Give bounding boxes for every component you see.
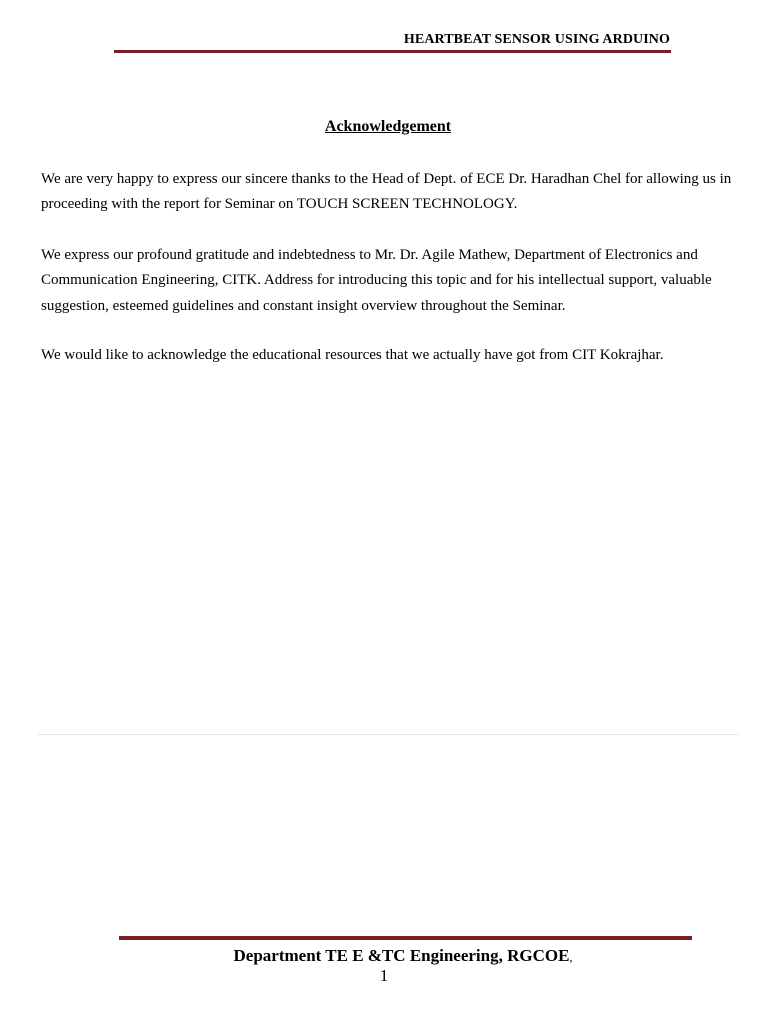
body-paragraph: We express our profound gratitude and indebtedness to Mr. Dr. Agile Mathew, Department of Electronics and Communication Engineering, CITK. Address for introducing this topic and for his intellectual support, valuable suggestion, esteemed guidelines and constant insight overview throughout the Seminar. [41,247,712,314]
body-paragraph: We would like to acknowledge the educational resources that we actually have got from CIT Kokrajhar. [41,347,664,363]
header-rule [114,50,671,53]
page-divider [38,734,739,735]
page-number: 1 [379,966,389,985]
page-header-title: HEARTBEAT SENSOR USING ARDUINO [403,32,670,47]
body-paragraph: We are very happy to express our sincere thanks to the Head of Dept. of ECE Dr. Haradhan Chel for allowing us in proceeding with the report for Seminar on TOUCH SCREEN TECHNOLOGY. [41,171,732,213]
footer-department-text: Department TE E &TC Engineering, RGCOE [233,946,570,965]
footer-rule [119,936,692,940]
footer-department-suffix: , [569,950,573,964]
document-heading: Acknowledgement [324,118,452,135]
footer-department [0,946,768,966]
